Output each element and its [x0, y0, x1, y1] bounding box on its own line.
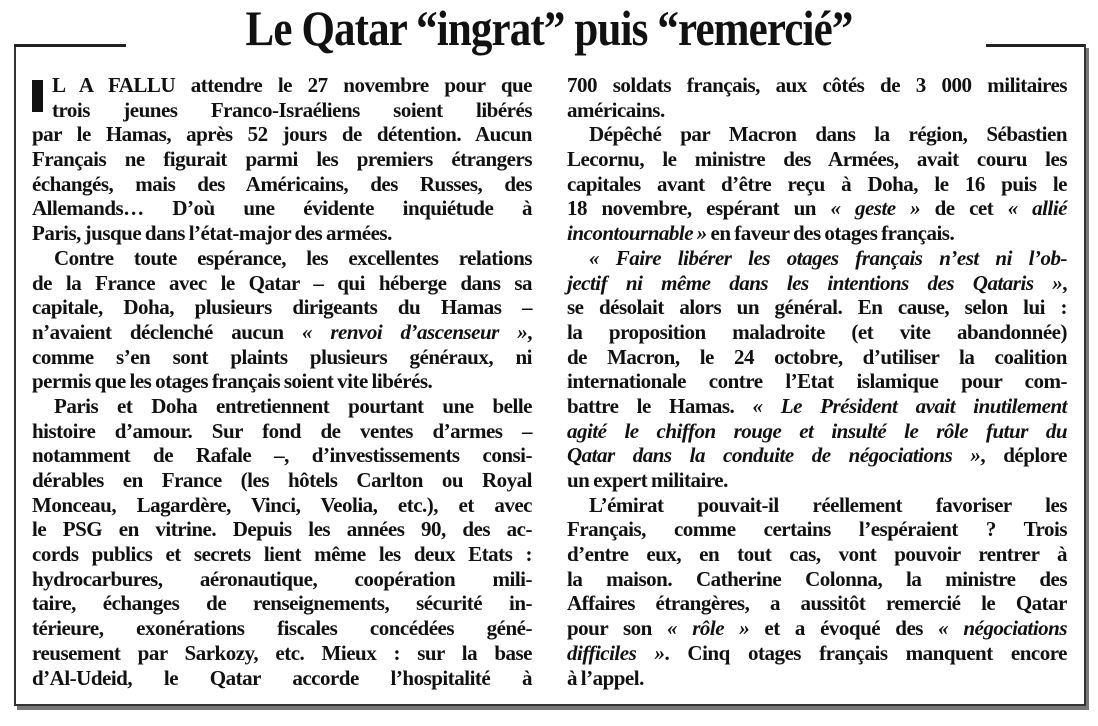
text-segment: par le Hamas, après 52 jours de détention. Aucun [32, 122, 532, 147]
text-line [32, 172, 532, 197]
text-line [567, 468, 1067, 493]
italic-quote: « geste » [830, 196, 921, 221]
text-line [567, 517, 1067, 542]
text-segment: 18 novembre, espérant un [567, 196, 831, 221]
italic-quote: incontournable » [567, 221, 707, 246]
text-line [567, 369, 1067, 394]
text-segment: n’avaient déclenché aucun [32, 319, 302, 344]
text-line [32, 468, 532, 493]
text-line [567, 73, 1067, 98]
text-line [567, 419, 1067, 444]
text-segment: Affaires étrangères, a aussitôt remercié le Qatar [567, 591, 1067, 616]
text-line [32, 345, 532, 370]
text-segment: le PSG en vitrine. Depuis les années 90, des ac- [32, 517, 532, 542]
text-segment: la proposition maladroite (et vite abandonnée) [567, 319, 1067, 344]
text-segment: 700 soldats français, aux côtés de 3 000 militaires [567, 73, 1067, 97]
text-line [32, 271, 532, 296]
text-segment: et a évoqué des [749, 616, 939, 641]
column-left [32, 73, 532, 690]
text-line [32, 666, 532, 691]
column-right [567, 73, 1067, 690]
text-line [567, 271, 1067, 296]
text-segment: dérables en France (les hôtels Carlton ou Royal [32, 468, 532, 492]
text-line [567, 172, 1067, 197]
text-line [567, 493, 1067, 518]
text-segment: Contre toute espérance, les excellentes relations [54, 245, 532, 270]
text-line [567, 567, 1067, 592]
text-line [32, 641, 532, 666]
text-line [32, 419, 532, 444]
text-line [567, 345, 1067, 370]
text-segment: la maison. Catherine Colonna, la ministre des [567, 566, 1067, 591]
text-segment: capitale, Doha, plusieurs dirigeants du Hamas – [32, 295, 532, 320]
text-line [567, 196, 1067, 221]
text-line [32, 542, 532, 567]
text-segment: Français, comme certains l’espéraient ? Trois [567, 517, 1067, 542]
italic-quote: Qatar dans la conduite de négociations » [567, 443, 981, 468]
text-line [567, 98, 1067, 123]
text-line [32, 443, 532, 468]
text-line [32, 122, 532, 147]
text-line [567, 591, 1067, 616]
text-segment: térieure, exonérations fiscales concédées géné- [32, 616, 532, 641]
text-segment: hydrocarbures, aéronautique, coopération mili- [32, 566, 532, 591]
text-line [32, 493, 532, 518]
text-line [567, 616, 1067, 641]
text-segment: comme s’en sont plaints plusieurs généraux, ni [32, 344, 532, 369]
text-segment: d’Al-Udeid, le Qatar accorde l’hospitalité à [32, 665, 532, 690]
text-line [32, 616, 532, 641]
text-line [32, 73, 532, 98]
text-segment: capitales avant d’être reçu à Doha, le 16 puis le [567, 171, 1067, 196]
text-line [567, 246, 1067, 271]
text-line [32, 591, 532, 616]
text-line [32, 221, 532, 246]
italic-quote: « renvoi d’ascenseur » [301, 319, 528, 344]
text-segment: trois jeunes Franco-Israéliens soient libérés [52, 97, 532, 122]
text-segment: , [1062, 270, 1067, 295]
text-segment: Allemands… D’où une évidente inquiétude à [32, 196, 532, 221]
text-line [567, 147, 1067, 172]
text-segment: Monceau, Lagardère, Vinci, Veolia, etc.), et avec [32, 492, 532, 517]
text-segment: Paris et Doha entretiennent pourtant une belle [54, 393, 532, 418]
text-segment: cords publics et secrets lient même les deux Etats : [32, 542, 532, 567]
text-segment: L’émirat pouvait-il réellement favoriser les [589, 492, 1067, 517]
text-segment: se désolait alors un général. En cause, selon lui : [567, 295, 1067, 320]
text-segment: Dépêché par Macron dans la région, Sébastien [589, 122, 1067, 147]
italic-quote: difficiles » [567, 640, 665, 665]
text-segment: de Macron, le 24 octobre, d’utiliser la coalition [567, 344, 1067, 369]
text-segment: reusement par Sarkozy, etc. Mieux : sur la base [32, 640, 532, 665]
text-line [32, 320, 532, 345]
text-line [567, 320, 1067, 345]
text-segment: Lecornu, le ministre des Armées, avait couru les [567, 147, 1067, 172]
text-line [567, 394, 1067, 419]
text-segment: pour son [567, 616, 668, 641]
text-line [32, 196, 532, 221]
italic-quote: « rôle » [667, 616, 750, 641]
text-segment: , [527, 319, 532, 344]
italic-quote: « allié [1007, 196, 1067, 221]
text-line [567, 221, 1067, 246]
italic-quote: « Le Président avait inutilement [752, 393, 1067, 418]
text-line [32, 98, 532, 123]
text-segment: Paris, jusque dans l’état-major des armées. [32, 221, 392, 246]
text-line [32, 517, 532, 542]
text-segment: internationale contre l’Etat islamique pour com- [567, 369, 1067, 394]
headline: Le Qatar “ingrat” puis “remercié” [245, 0, 853, 56]
text-segment: histoire d’amour. Sur fond de ventes d’armes – [32, 418, 532, 443]
text-segment: d’entre eux, en tout cas, vont pouvoir rentrer à [567, 542, 1067, 567]
text-line [567, 295, 1067, 320]
text-line [567, 666, 1067, 691]
text-segment: permis que les otages français soient vite libérés. [32, 369, 433, 394]
italic-quote: agité le chiffon rouge et insulté le rôle futur du [567, 418, 1067, 443]
text-line [567, 542, 1067, 567]
text-segment: L A FALLU attendre le 27 novembre pour que [52, 73, 532, 97]
text-line [32, 246, 532, 271]
text-line [32, 394, 532, 419]
text-segment: . Cinq otages français manquent encore [664, 640, 1067, 665]
text-line [32, 567, 532, 592]
text-line [567, 641, 1067, 666]
text-segment: battre le Hamas. [567, 393, 753, 418]
text-segment: à l’appel. [567, 665, 644, 690]
text-line [32, 295, 532, 320]
text-segment: échangés, mais des Américains, des Russes, des [32, 171, 532, 196]
text-segment: notamment de Rafale –, d’investissements consi- [32, 443, 532, 468]
italic-quote: « Faire libérer les otages français n’est ni l’ob- [589, 245, 1067, 270]
text-segment: Français ne figurait parmi les premiers étrangers [32, 147, 532, 172]
text-line [567, 443, 1067, 468]
italic-quote: « négociations [938, 616, 1067, 641]
text-line [32, 369, 532, 394]
text-segment: un expert militaire. [567, 468, 728, 492]
text-segment: de la France avec le Qatar – qui héberge dans sa [32, 270, 532, 295]
text-segment: américains. [567, 97, 665, 122]
text-segment: en faveur des otages français. [706, 221, 955, 246]
text-line [32, 147, 532, 172]
text-segment: taire, échanges de renseignements, sécurité in- [32, 591, 532, 616]
text-segment: de cet [920, 196, 1008, 221]
italic-quote: jectif ni même dans les intentions des Qataris » [567, 270, 1063, 295]
text-segment: , déplore [980, 443, 1067, 468]
text-line [567, 122, 1067, 147]
